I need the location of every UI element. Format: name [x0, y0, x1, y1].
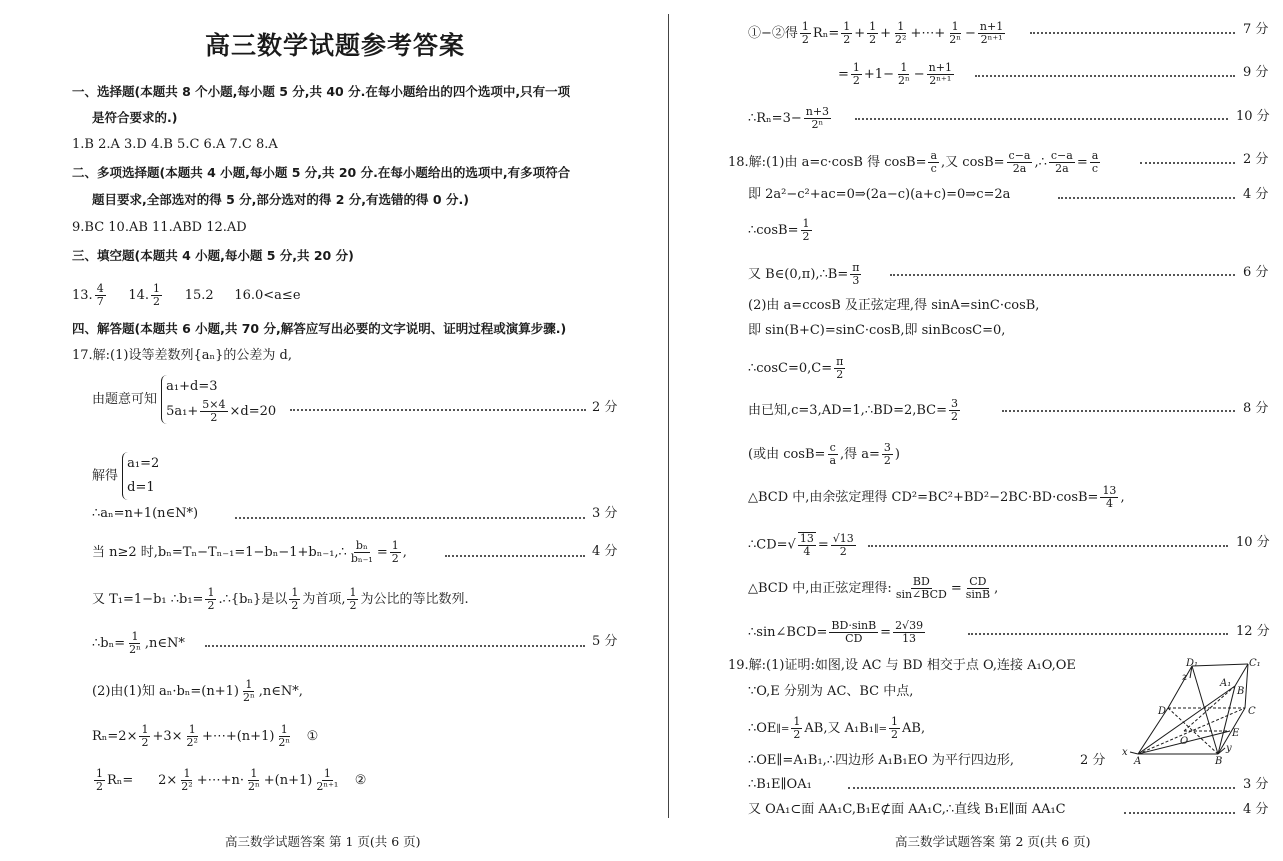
fraction: $\frac{c}{a}$ [829, 441, 836, 467]
fraction: $\frac{1}{\text{2ⁿ}}$ [949, 20, 962, 46]
fraction: $\frac{1}{2}$ [291, 586, 299, 612]
q18-cd: ∴CD=√ $\frac{13}{4}$ = $\frac{√13}{2}$ [748, 531, 854, 558]
fraction: $\frac{a}{c}$ [1091, 149, 1099, 175]
edge [1245, 664, 1248, 708]
fraction: $\frac{13}{4}$ [799, 532, 814, 558]
q19-line3: ∴OE∥= $\frac{1}{2}$ AB,又 A₁B₁∥= $\frac{1}{2}$ AB, [748, 715, 926, 741]
fraction: $\frac{CD}{\sin B}$ [965, 575, 991, 601]
q18-cosb: ∴cosB= $\frac{1}{2}$ [748, 217, 810, 243]
fraction: $\frac{a}{c}$ [930, 149, 938, 175]
page1-footer: 高三数学试题答案 第 1 页(共 6 页) [225, 834, 421, 849]
section1-heading-cont: 是符合要求的.) [92, 110, 178, 125]
label-e: E [1232, 728, 1240, 739]
leader-dots [1140, 162, 1235, 164]
q18-alt-method: (或由 cosB= $\frac{c}{a}$ ,得 a= $\frac{3}{2}$ ) [748, 441, 900, 467]
score: 4 分 [592, 544, 618, 559]
fraction: $\frac{1}{2}$ [391, 539, 399, 565]
q17-an: ∴aₙ=n+1(n∈N*) [92, 506, 199, 521]
q17-bn-recursion: 当 n≥2 时,bₙ=Tₙ−Tₙ₋₁=1−bₙ−1+bₙ₋₁,∴ $\frac{\text{bₙ}}{\text{bₙ₋₁}}$ = $\frac{1}{2}$ , [92, 539, 407, 565]
edge [1192, 664, 1248, 666]
page-divider [668, 14, 669, 818]
q18-sin-relation: 即 sin(B+C)=sinC·cosB,即 sinBcosC=0, [748, 323, 1006, 338]
q18-bc-value: 由已知,c=3,AD=1,∴BD=2,BC= $\frac{3}{2}$ [748, 397, 958, 423]
equation-system: a₁+d=3 5a₁+ $\frac{5\times 4}{2}$ ×d=20 [161, 375, 276, 424]
section2-heading: 二、多项选择题(本题共 4 小题,每小题 5 分,共 20 分.在每小题给出的选项中,有多项符合 [72, 165, 571, 180]
section2-heading-cont: 题目要求,全部选对的得 5 分,部分选对的得 2 分,有选错的得 0 分.) [92, 192, 469, 207]
fraction: $\frac{n+3}{\text{2ⁿ}}$ [805, 105, 830, 131]
edge [1168, 666, 1192, 708]
fraction: $\frac{3}{2}$ [883, 441, 891, 467]
leader-dots [1124, 812, 1235, 814]
q17-geometric: 又 T₁=1−b₁ ∴b₁= $\frac{1}{2}$ .∴{bₙ}是以 $\frac{1}{2}$ 为首项, $\frac{1}{2}$ 为公比的等比数列. [92, 586, 469, 612]
fraction: $\frac{n+1}{\text{2ⁿ⁺¹}}$ [928, 61, 952, 87]
axis-x [1130, 752, 1138, 754]
rn-simplified: = $\frac{1}{2}$ +1− $\frac{1}{\text{2ⁿ}}$ − $\frac{n+1}{\text{2ⁿ⁺¹}}$ [838, 61, 952, 87]
label-x: x [1122, 747, 1128, 758]
section1-heading: 一、选择题(本题共 8 个小题,每小题 5 分,共 40 分.在每小题给出的四个选项中,只有一项 [72, 84, 571, 99]
fraction: $\frac{√13}{2}$ [832, 531, 854, 558]
fraction: $\frac{1}{2}$ [153, 282, 161, 308]
label-d: D [1158, 706, 1167, 717]
fraction: $\frac{1}{2}$ [349, 586, 357, 612]
q17-system: 由题意可知 a₁+d=3 5a₁+ $\frac{5\times 4}{2}$ ×d=20 [92, 375, 276, 424]
score: 7 分 [1243, 22, 1269, 37]
q19-line5: ∴B₁E∥OA₁ [748, 777, 812, 792]
score: 8 分 [1243, 401, 1269, 416]
leader-dots [855, 118, 1228, 120]
fraction: $\frac{1}{2}$ [843, 20, 851, 46]
score: 4 分 [1243, 187, 1269, 202]
q17-solution: 解得 a₁=2 d=1 [92, 452, 159, 500]
q18-sin-bcd: ∴sin∠BCD= $\frac{BD\cdot\sin B}{CD}$ = $\frac{2√39}{13}$ [748, 619, 924, 645]
label-a: A [1134, 756, 1142, 766]
fill-q14: 14. [128, 288, 150, 303]
q17-part2: (2)由(1)知 aₙ·bₙ=(n+1) $\frac{1}{\text{2ⁿ}}$ ,n∈N*, [92, 678, 303, 704]
page2-footer: 高三数学试题答案 第 2 页(共 6 页) [895, 834, 1091, 849]
score: 10 分 [1236, 109, 1270, 124]
fraction: $\frac{c-a}{2a}$ [1050, 149, 1073, 175]
label-c: C [1248, 706, 1256, 717]
q18-sine-law: △BCD 中,由正弦定理得: $\frac{BD}{\text{sin∠BCD}}$ = $\frac{CD}{\sin B}$ , [748, 575, 999, 601]
prism-figure [1120, 656, 1275, 766]
score: 4 分 [1243, 802, 1269, 817]
fraction: $\frac{4}{7}$ [96, 282, 104, 308]
fraction: $\frac{1}{2}$ [802, 217, 810, 243]
score: 2 分 [1243, 152, 1269, 167]
q19-line4: ∴OE∥=A₁B₁,∴四边形 A₁B₁EO 为平行四边形, [748, 753, 1014, 768]
label-b1: B [1237, 686, 1245, 697]
score: 12 分 [1236, 624, 1270, 639]
label-z: z [1182, 672, 1188, 683]
fraction: $\frac{\pi}{3}$ [852, 261, 860, 287]
section1-answers: 1.B 2.A 3.D 4.B 5.C 6.A 7.C 8.A [72, 137, 278, 152]
q19-line1: 19.解:(1)证明:如图,设 AC 与 BD 相交于点 O,连接 A₁O,OE [728, 658, 1076, 673]
rn-result: ∴Rₙ=3− $\frac{n+3}{\text{2ⁿ}}$ [748, 105, 830, 131]
fill-q13: 13. [72, 288, 93, 303]
fraction: $\frac{1}{2}$ [793, 715, 801, 741]
q17-bn: ∴bₙ= $\frac{1}{\text{2ⁿ}}$ ,n∈N* [92, 630, 185, 656]
score: 10 分 [1236, 535, 1270, 550]
q19-line2: ∵O,E 分别为 AC、BC 中点, [748, 684, 914, 699]
fraction: $\frac{13}{4}$ [1102, 484, 1117, 510]
score: 9 分 [1243, 65, 1269, 80]
score: 3 分 [1243, 777, 1269, 792]
label-a1: A₁ [1220, 678, 1232, 689]
edge [1192, 666, 1218, 754]
q19-line6: 又 OA₁⊂面 AA₁C,B₁E⊄面 AA₁C,∴直线 B₁E∥面 AA₁C [748, 802, 1066, 817]
fraction: $\frac{1}{\text{2²}}$ [186, 723, 198, 749]
fraction: $\frac{1}{\text{2ⁿ}}$ [129, 630, 141, 656]
leader-dots [235, 517, 585, 519]
fraction: $\frac{5\times 4}{2}$ [202, 398, 226, 424]
leader-dots [1030, 32, 1235, 34]
fraction: $\frac{\pi}{2}$ [836, 355, 844, 381]
leader-dots [868, 545, 1228, 547]
fraction: $\frac{n+1}{\text{2ⁿ⁺¹}}$ [979, 20, 1004, 46]
q18-line1: 18.解:(1)由 a=c·cosB 得 cosB= $\frac{a}{c}$ ,又 cosB= $\frac{c-a}{2a}$ ,∴ $\frac{c-a}{2a}$ = $\frac{a}{c}$ [728, 149, 1099, 175]
q17-rn-eq2: $\frac{1}{2}$ Rₙ= 2× $\frac{1}{\text{2²}}$ +⋯+n· $\frac{1}{\text{2ⁿ}}$ +(n+1) $\frac{1}{\text{2ⁿ⁺¹}}$ ② [96, 767, 367, 793]
score: 3 分 [592, 506, 618, 521]
fraction: $\frac{1}{2}$ [207, 586, 215, 612]
rn-difference: ①−②得 $\frac{1}{2}$ Rₙ= $\frac{1}{2}$ + $\frac{1}{2}$ + $\frac{1}{\text{2²}}$ +⋯+ $\frac{1}{\text{2ⁿ}}$ − $\frac{n+1}{\text{2ⁿ⁺¹}}$ [748, 20, 1004, 46]
fraction: $\frac{BD}{\text{sin∠BCD}}$ [895, 575, 947, 601]
fill-answers [72, 283, 301, 308]
fraction: $\frac{3}{2}$ [951, 397, 958, 423]
fraction: $\frac{BD\cdot\sin B}{CD}$ [831, 619, 877, 645]
fill-q15: 15.2 [184, 288, 214, 303]
leader-dots [968, 633, 1228, 635]
q17-intro: 17.解:(1)设等差数列{aₙ}的公差为 d, [72, 348, 292, 363]
leader-dots [890, 274, 1235, 276]
q18-c-value: ∴cosC=0,C= $\frac{\pi}{2}$ [748, 355, 844, 381]
section4-heading: 四、解答题(本题共 6 小题,共 70 分,解答应写出必要的文字说明、证明过程或演算步骤.) [72, 321, 567, 336]
label-d1: D₁ [1186, 658, 1199, 669]
q18-part2: (2)由 a=ccosB 及正弦定理,得 sinA=sinC·cosB, [748, 298, 1040, 313]
q18-cosine-law: △BCD 中,由余弦定理得 CD²=BC²+BD²−2BC·BD·cosB= $\frac{13}{4}$ , [748, 484, 1125, 510]
fraction: $\frac{1}{\text{2ⁿ⁺¹}}$ [316, 767, 339, 793]
leader-dots [1002, 410, 1235, 412]
fraction: $\frac{1}{\text{2ⁿ}}$ [248, 767, 260, 793]
label-y: y [1226, 743, 1232, 754]
edge [1235, 664, 1248, 686]
fraction: $\frac{1}{2}$ [96, 767, 103, 793]
fraction: $\frac{\text{bₙ}}{\text{bₙ₋₁}}$ [350, 539, 373, 565]
section2-answers: 9.BC 10.AB 11.ABD 12.AD [72, 220, 247, 235]
leader-dots [445, 555, 585, 557]
q18-line2: 即 2a²−c²+ac=0⇒(2a−c)(a+c)=0⇒c=2a [748, 187, 1011, 202]
score: 5 分 [592, 634, 618, 649]
fraction: $\frac{1}{2}$ [891, 715, 898, 741]
leader-dots [205, 645, 585, 647]
leader-dots [848, 787, 1235, 789]
fraction: $\frac{1}{\text{2ⁿ}}$ [278, 723, 291, 749]
section3-heading: 三、填空题(本题共 4 小题,每小题 5 分,共 20 分) [72, 248, 354, 263]
fraction: $\frac{1}{\text{2²}}$ [181, 767, 193, 793]
score: 2 分 [1080, 753, 1106, 768]
label-b: B [1215, 756, 1223, 766]
score: 2 分 [592, 400, 618, 415]
leader-dots [290, 409, 586, 411]
leader-dots [1058, 197, 1235, 199]
fraction: $\frac{1}{2}$ [852, 61, 860, 87]
fraction: $\frac{1}{\text{2ⁿ}}$ [897, 61, 910, 87]
q17-rn-eq1: Rₙ=2× $\frac{1}{2}$ +3× $\frac{1}{\text{2²}}$ +⋯+(n+1) $\frac{1}{\text{2ⁿ}}$ ① [92, 723, 319, 749]
fraction: $\frac{1}{2}$ [869, 20, 877, 46]
fill-q16: 16.0<a≤e [234, 288, 301, 303]
fraction: $\frac{1}{2}$ [801, 20, 809, 46]
page-title: 高三数学试题参考答案 [205, 31, 466, 60]
fraction: $\frac{c-a}{2a}$ [1008, 149, 1031, 175]
fraction: $\frac{1}{2}$ [141, 723, 149, 749]
label-c1: C₁ [1249, 658, 1261, 669]
fraction: $\frac{2√39}{13}$ [895, 619, 924, 645]
q18-b-value: 又 B∈(0,π),∴B= $\frac{\pi}{3}$ [748, 261, 860, 287]
fraction: $\frac{1}{\text{2ⁿ}}$ [243, 678, 255, 704]
score: 6 分 [1243, 265, 1269, 280]
fraction: $\frac{1}{\text{2²}}$ [895, 20, 907, 46]
label-o: O [1180, 736, 1189, 747]
leader-dots [975, 75, 1235, 77]
